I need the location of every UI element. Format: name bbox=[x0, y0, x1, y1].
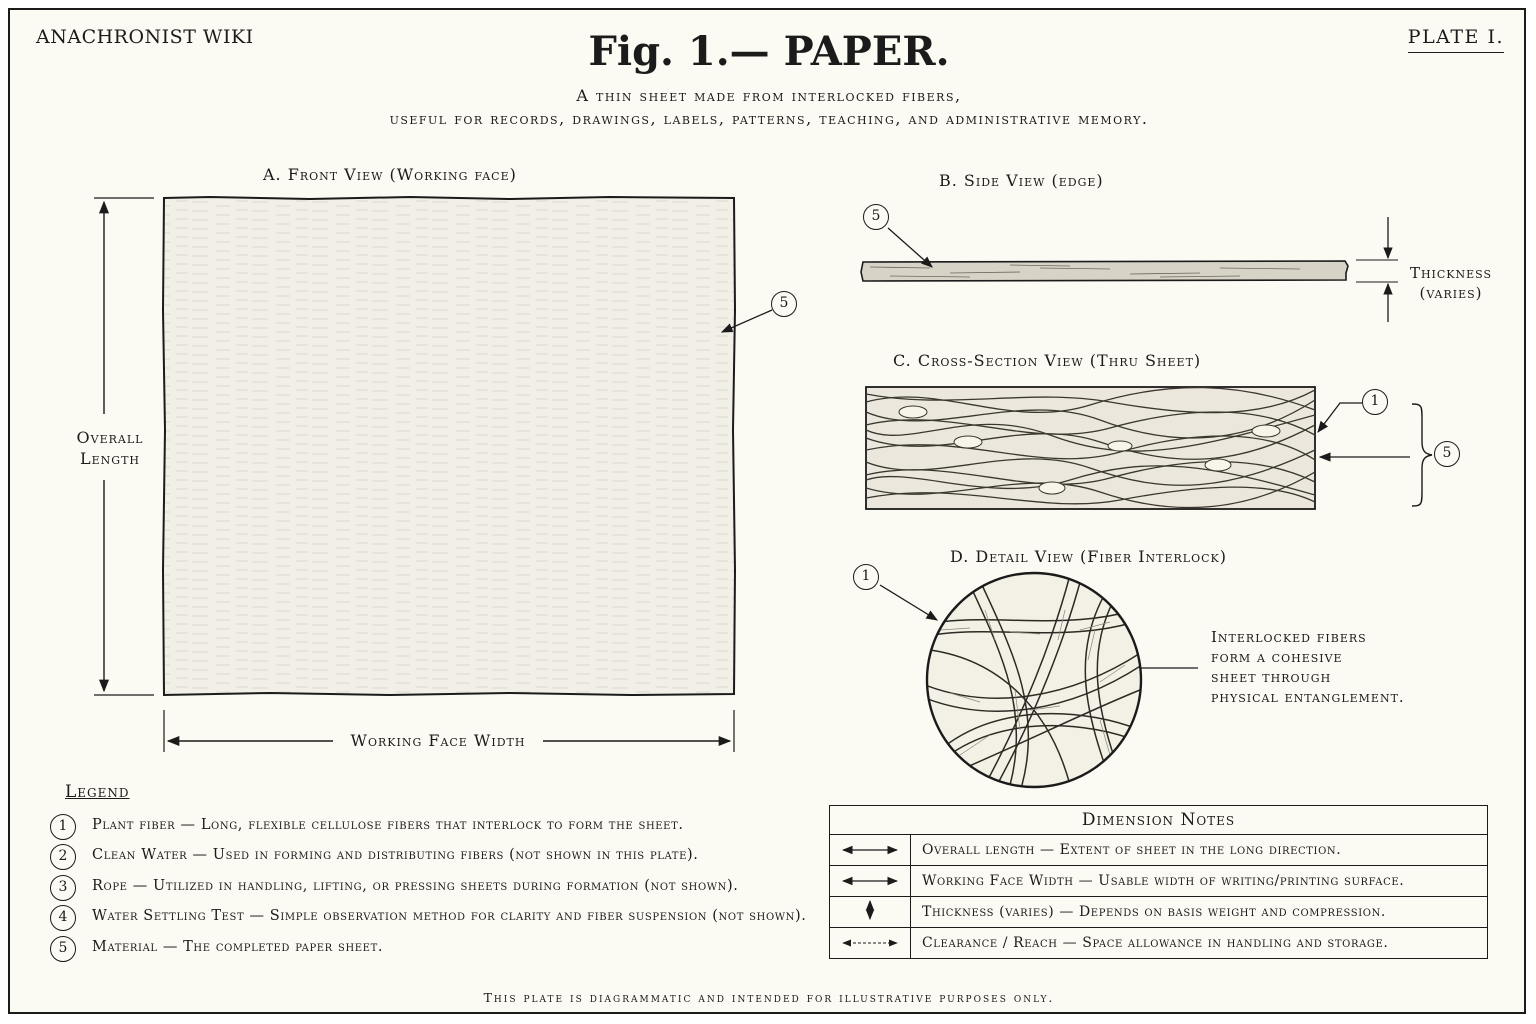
side-view-label: B. Side View (edge) bbox=[939, 171, 1104, 190]
table-row bbox=[830, 897, 1488, 928]
thickness-label-line-2: (varies) bbox=[1419, 284, 1483, 302]
detail-note-line: sheet through bbox=[1211, 668, 1332, 686]
double-arrow-vertical-icon bbox=[830, 897, 911, 928]
detail-note bbox=[1211, 627, 1405, 707]
table-row bbox=[830, 866, 1488, 897]
legend-number: 5 bbox=[50, 936, 76, 962]
front-view-callout-5: 5 bbox=[771, 291, 797, 317]
legend-item bbox=[50, 844, 830, 870]
legend-number: 1 bbox=[50, 814, 76, 840]
legend-number: 4 bbox=[50, 905, 76, 931]
detail-note-line: Interlocked fibers bbox=[1211, 628, 1367, 646]
dimension-notes-table bbox=[829, 805, 1488, 959]
side-view-callout-5: 5 bbox=[863, 204, 889, 230]
detail-note-line: form a cohesive bbox=[1211, 648, 1343, 666]
figure-title: Fig. 1.— PAPER. bbox=[588, 28, 950, 75]
legend-text: Material — The completed paper sheet. bbox=[92, 939, 384, 955]
overall-length-label-line-1: Overall bbox=[76, 428, 144, 447]
legend-text: Clean Water — Used in forming and distributing fibers (not shown in this plate). bbox=[92, 847, 699, 863]
legend-heading: Legend bbox=[65, 782, 130, 802]
site-name: ANACHRONIST WIKI bbox=[36, 26, 254, 48]
detail-note-line: physical entanglement. bbox=[1211, 688, 1405, 706]
plate-frame bbox=[8, 8, 1526, 1014]
subtitle-line-2: useful for records, drawings, labels, patterns, teaching, and administrative memory. bbox=[389, 109, 1149, 128]
fiber-interlock-detail bbox=[880, 573, 1198, 787]
side-view-edge bbox=[861, 217, 1398, 322]
legend-text: Rope — Utilized in handling, lifting, or pressing sheets during formation (not shown). bbox=[92, 878, 739, 894]
dimension-note-text: Working Face Width — Usable width of writing/printing surface. bbox=[911, 866, 1488, 897]
front-view-sheet bbox=[163, 197, 735, 695]
dimension-note-text: Overall length — Extent of sheet in the long direction. bbox=[911, 835, 1488, 866]
detail-view-callout-1: 1 bbox=[853, 564, 879, 590]
cross-section-block bbox=[866, 387, 1432, 509]
dimension-notes-heading: Dimension Notes bbox=[830, 806, 1488, 835]
cross-section-view-label: C. Cross-Section View (Thru Sheet) bbox=[893, 351, 1202, 370]
front-view-label: A. Front View (Working face) bbox=[263, 165, 517, 184]
double-arrow-horizontal-icon bbox=[830, 866, 911, 897]
subtitle-line-1: A thin sheet made from interlocked fibers, bbox=[576, 86, 962, 105]
overall-length-label bbox=[60, 427, 160, 469]
legend-item bbox=[50, 814, 830, 840]
legend-text: Water Settling Test — Simple observation method for clarity and fiber suspension (not shown). bbox=[92, 908, 807, 924]
legend-number: 2 bbox=[50, 844, 76, 870]
dashed-double-arrow-icon bbox=[830, 928, 911, 959]
legend-text: Plant fiber — Long, flexible cellulose fibers that interlock to form the sheet. bbox=[92, 817, 684, 833]
cross-section-callout-1: 1 bbox=[1362, 389, 1388, 415]
thickness-label-line-1: Thickness bbox=[1409, 264, 1493, 282]
working-face-width-label: Working Face Width bbox=[333, 731, 543, 750]
dimension-note-text: Thickness (varies) — Depends on basis weight and compression. bbox=[911, 897, 1488, 928]
legend-item bbox=[50, 905, 830, 931]
legend-number: 3 bbox=[50, 875, 76, 901]
table-row bbox=[830, 928, 1488, 959]
thickness-label bbox=[1396, 263, 1506, 303]
overall-length-label-line-2: Length bbox=[80, 449, 140, 468]
legend-item bbox=[50, 875, 830, 901]
legend-item bbox=[50, 936, 830, 962]
cross-section-callout-5: 5 bbox=[1434, 441, 1460, 467]
footer-note: This plate is diagrammatic and intended for illustrative purposes only. bbox=[483, 990, 1055, 1005]
table-row bbox=[830, 835, 1488, 866]
double-arrow-horizontal-icon bbox=[830, 835, 911, 866]
plate-label: PLATE I. bbox=[1408, 26, 1504, 53]
dimension-note-text: Clearance / Reach — Space allowance in handling and storage. bbox=[911, 928, 1488, 959]
detail-view-label: D. Detail View (Fiber Interlock) bbox=[950, 547, 1227, 566]
